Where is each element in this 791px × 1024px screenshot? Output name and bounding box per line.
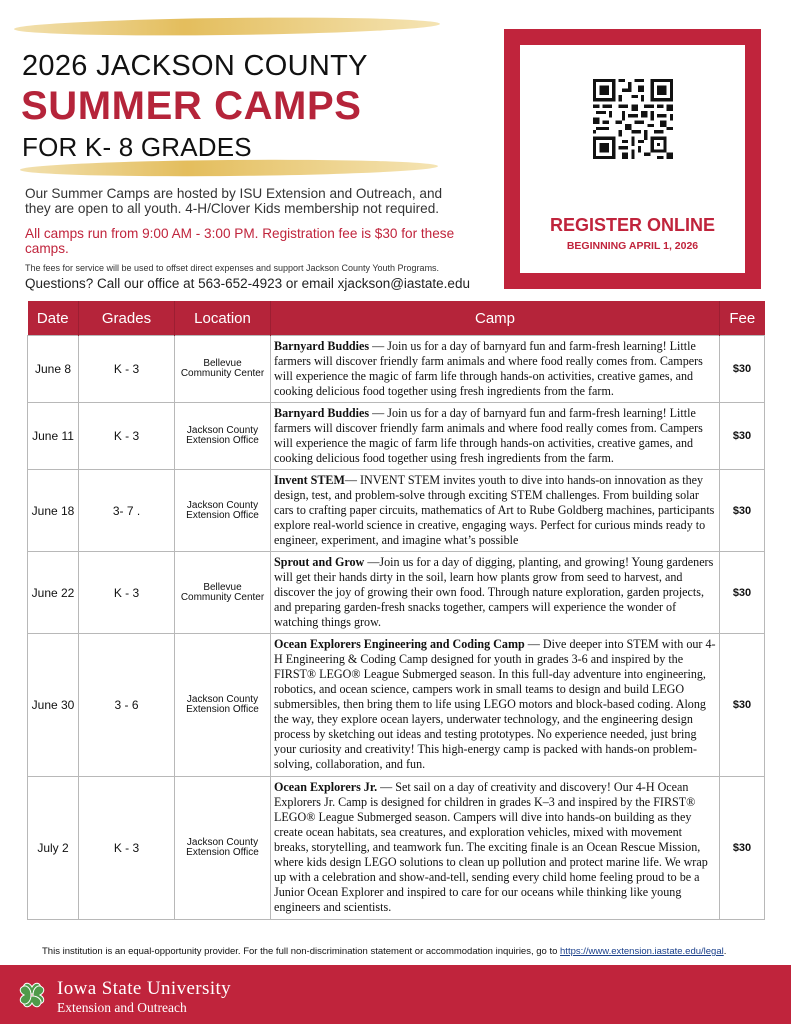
fee-cell: $30 xyxy=(720,777,765,920)
camp-name: Sprout and Grow xyxy=(274,555,365,569)
university-name: Iowa State University xyxy=(57,978,232,999)
camp-description: — Dive deeper into STEM with our 4-H Engineering & Coding Camp designed for youth in grades 3-6 and inspired by the FIRST® LEGO® League Submerged season. In this full-day adventure into engineering, robotics, and ocean science, campers work in small teams to design and build LEGO submersibles, then bring them to life using LEGO motors and block-based coding. Along the way, they explore ocean layers, underwater technology, and the engineering design process by sketching out ideas and testing prototypes. No experience needed, just bring your curiosity and creativity! This high-energy camp is packed with hands-on problem-solving, collaboration, and fun. xyxy=(274,637,716,771)
grades-cell: K - 3 xyxy=(79,777,175,920)
location-cell xyxy=(175,777,271,920)
column-header-location: Location xyxy=(175,301,271,336)
camp-times-text: All camps run from 9:00 AM - 3:00 PM. Registration fee is $30 for these camps. xyxy=(25,226,455,256)
date-cell: June 22 xyxy=(28,552,79,634)
date-cell: June 11 xyxy=(28,403,79,470)
grades-cell: 3- 7 . xyxy=(79,470,175,552)
table-row xyxy=(28,552,765,634)
location-cell xyxy=(175,336,271,403)
grades-cell: K - 3 xyxy=(79,403,175,470)
location-line: Extension Office xyxy=(186,847,259,858)
camp-cell xyxy=(271,634,720,777)
fee-cell: $30 xyxy=(720,403,765,470)
fee-cell: $30 xyxy=(720,470,765,552)
column-header-grades: Grades xyxy=(79,301,175,336)
location-line: Community Center xyxy=(180,591,265,603)
footer-bar xyxy=(0,965,791,1024)
table-row xyxy=(28,470,765,552)
table-row xyxy=(28,777,765,920)
column-header-date: Date xyxy=(28,301,79,336)
table-row xyxy=(28,336,765,403)
camp-name: Barnyard Buddies xyxy=(274,339,370,353)
legal-link[interactable]: https://www.extension.iastate.edu/legal xyxy=(560,946,724,957)
camp-name: Invent STEM xyxy=(274,473,345,487)
camp-description: —Join us for a day of digging, planting, and growing! Young gardeners will get their hands dirty in the soil, learn how plants grow from seed to harvest, and discover the joy of growing their own food. Through nature exploration, garden projects, and preparing garden-fresh snacks together, campers will experience the wonder of watching things grow. xyxy=(274,555,714,629)
grades-cell: 3 - 6 xyxy=(79,634,175,777)
location-cell xyxy=(175,634,271,777)
register-box[interactable] xyxy=(504,29,761,289)
title-line-1: 2026 JACKSON COUNTY xyxy=(22,50,368,82)
camp-name: Barnyard Buddies xyxy=(274,406,370,420)
title-line-2: SUMMER CAMPS xyxy=(21,84,362,128)
grades-cell: K - 3 xyxy=(79,552,175,634)
camp-cell xyxy=(271,470,720,552)
register-online-label: REGISTER ONLINE xyxy=(549,215,715,235)
location-line: Community Center xyxy=(180,368,265,379)
fee-cell: $30 xyxy=(720,336,765,403)
camp-description: — Set sail on a day of creativity and discovery! Our 4-H Ocean Explorers Jr. Camp is designed for children in grades K–3 and inspired by the FIRST® LEGO® League Submerged season. Campers will dive into hands-on building as they create ocean habitats, sea creatures, and exploration vehicles, mixed with movement breaks, storytelling, and teamwork fun. The exciting finale is an Ocean Rescue Mission, where kids design LEGO solutions to clean up pollution and protect marine life. We wrap up with a celebration and show-and-tell, sending every child home feeling proud to be a Junior Ocean Explorer and inspired to care for our oceans while thinking like young engineers and scientists. xyxy=(274,780,708,914)
date-cell: June 30 xyxy=(28,634,79,777)
extension-name: Extension and Outreach xyxy=(57,1000,187,1015)
location-cell xyxy=(175,552,271,634)
location-line: Jackson County xyxy=(186,837,259,848)
camp-description: — INVENT STEM invites youth to dive into hands-on innovation as they design, test, and problem-solve through exciting STEM challenges. From building solar cars to crafting paper circuits, mathematics of Art to Rube Goldberg machines, participants explore real-world science in creative, engaging ways. Perfect for curious minds ready to engineer, experiment, and imagine what’s possible xyxy=(274,473,715,547)
date-cell: June 8 xyxy=(28,336,79,403)
location-line: Jackson County xyxy=(186,425,259,436)
location-cell xyxy=(175,470,271,552)
grades-cell: K - 3 xyxy=(79,336,175,403)
location-line: Extension Office xyxy=(186,435,259,446)
location-line: Jackson County xyxy=(186,694,259,705)
footnote-text: This institution is an equal-opportunity provider. For the full non-discrimination statement or accommodation inquiries, go to xyxy=(42,946,561,957)
register-date-label: BEGINNING APRIL 1, 2026 xyxy=(566,240,699,252)
column-header-camp: Camp xyxy=(271,301,720,336)
camp-cell xyxy=(271,403,720,470)
fees-note: The fees for service will be used to offset direct expenses and support Jackson County Youth Programs. xyxy=(25,263,440,273)
clover-icon xyxy=(16,979,48,1011)
camps-table xyxy=(27,301,765,920)
footnote-end: . xyxy=(723,946,727,957)
location-line: Bellevue xyxy=(203,581,242,593)
equal-opportunity-note xyxy=(42,946,782,957)
location-line: Bellevue xyxy=(203,358,242,369)
camp-name: Ocean Explorers Jr. xyxy=(274,780,378,794)
contact-questions: Questions? Call our office at 563-652-4923 or email xjackson@iastate.edu xyxy=(25,276,470,291)
fee-cell: $30 xyxy=(720,552,765,634)
camp-cell xyxy=(271,552,720,634)
fee-cell: $30 xyxy=(720,634,765,777)
camp-name: Ocean Explorers Engineering and Coding Camp xyxy=(274,637,525,651)
table-row xyxy=(28,634,765,777)
date-cell: June 18 xyxy=(28,470,79,552)
title-line-3: FOR K- 8 GRADES xyxy=(22,132,252,162)
intro-text: Our Summer Camps are hosted by ISU Extension and Outreach, and they are open to all youth. 4-H/Clover Kids membership not required. xyxy=(25,186,443,216)
location-line: Extension Office xyxy=(186,509,259,521)
location-cell xyxy=(175,403,271,470)
location-line: Jackson County xyxy=(186,499,259,511)
camp-cell xyxy=(271,777,720,920)
qr-code-icon[interactable] xyxy=(593,79,673,159)
camp-description: — Join us for a day of barnyard fun and farm-fresh learning! Little farmers will discover friendly farm animals and where food really comes from. Campers will experience the magic of farm life through hands-on activities, creative games, and cooking delicious food together using fresh ingredients from the farm. xyxy=(274,406,703,465)
date-cell: July 2 xyxy=(28,777,79,920)
column-header-fee: Fee xyxy=(720,301,765,336)
table-header-row xyxy=(28,301,765,336)
camp-description: — Join us for a day of barnyard fun and farm-fresh learning! Little farmers will discover friendly farm animals and where food really comes from. Campers will experience the magic of farm life through hands-on activities, creative games, and cooking delicious food together using fresh ingredients from the farm. xyxy=(274,339,703,398)
location-line: Extension Office xyxy=(186,704,259,715)
table-row xyxy=(28,403,765,470)
gold-brush-stroke-top xyxy=(14,15,440,37)
camp-cell xyxy=(271,336,720,403)
